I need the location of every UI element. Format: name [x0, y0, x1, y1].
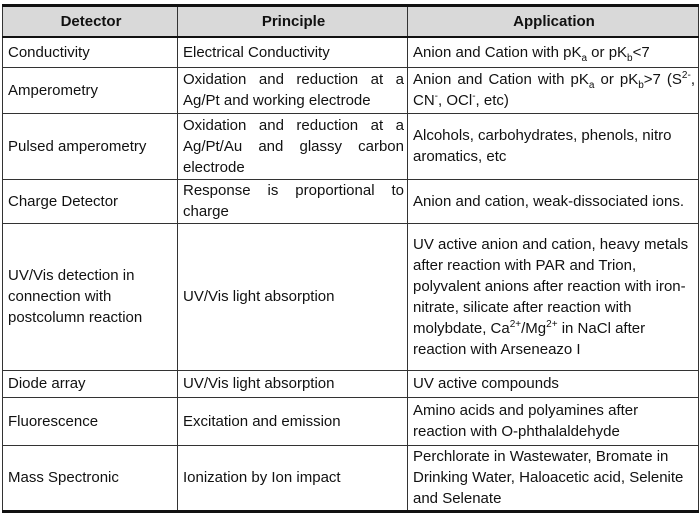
detector-cell: Charge Detector: [3, 179, 178, 223]
header-principle: Principle: [178, 6, 408, 38]
principle-cell: Oxidation and reduction at a Ag/Pt and working electrode: [178, 67, 408, 113]
detector-cell: Conductivity: [3, 37, 178, 67]
table-header: [3, 6, 699, 38]
application-cell: Alcohols, carbohydrates, phenols, nitro aromatics, etc: [408, 113, 699, 179]
application-cell: UV active compounds: [408, 370, 699, 397]
table-row: [3, 370, 699, 397]
principle-cell: UV/Vis light absorption: [178, 370, 408, 397]
application-cell: Amino acids and polyamines after reaction with O-phthalaldehyde: [408, 397, 699, 445]
application-cell: Anion and Cation with $pK_a$ or $pK_b<7$: [408, 37, 699, 67]
application-cell: Anion and Cation with $pK_a$ or $pK_b>7$ ($S^{2-}$, CN-, OCl-, etc): [408, 67, 699, 113]
header-application: Application: [408, 6, 699, 38]
table-row: [3, 397, 699, 445]
table-row: [3, 179, 699, 223]
detector-table: [2, 4, 699, 513]
table-row: [3, 67, 699, 113]
table-row: [3, 113, 699, 179]
principle-cell: Ionization by Ion impact: [178, 445, 408, 511]
detector-cell: Diode array: [3, 370, 178, 397]
principle-cell: Excitation and emission: [178, 397, 408, 445]
principle-cell: UV/Vis light absorption: [178, 223, 408, 370]
detector-cell: Fluorescence: [3, 397, 178, 445]
header-detector: Detector: [3, 6, 178, 38]
table-row: [3, 445, 699, 511]
principle-cell: Response is proportional to charge: [178, 179, 408, 223]
principle-cell: Oxidation and reduction at a Ag/Pt/Au and glassy carbon electrode: [178, 113, 408, 179]
principle-cell: Electrical Conductivity: [178, 37, 408, 67]
detector-cell: Pulsed amperometry: [3, 113, 178, 179]
header-row: [3, 6, 699, 38]
detector-cell: Amperometry: [3, 67, 178, 113]
table-body: [3, 37, 699, 511]
table-row: [3, 223, 699, 370]
application-cell: Anion and cation, weak-dissociated ions.: [408, 179, 699, 223]
detector-cell: Mass Spectronic: [3, 445, 178, 511]
table-row: [3, 37, 699, 67]
application-cell: Perchlorate in Wastewater, Bromate in Drinking Water, Haloacetic acid, Selenite and Selenate: [408, 445, 699, 511]
application-cell: UV active anion and cation, heavy metals after reaction with PAR and Trion, polyvalent anions after reaction with iron-nitrate, silicate after reaction with molybdate, $Ca^{2+}/Mg^{2+}$ in NaCl after reaction with Arseneazo I: [408, 223, 699, 370]
detector-cell: UV/Vis detection in connection with postcolumn reaction: [3, 223, 178, 370]
